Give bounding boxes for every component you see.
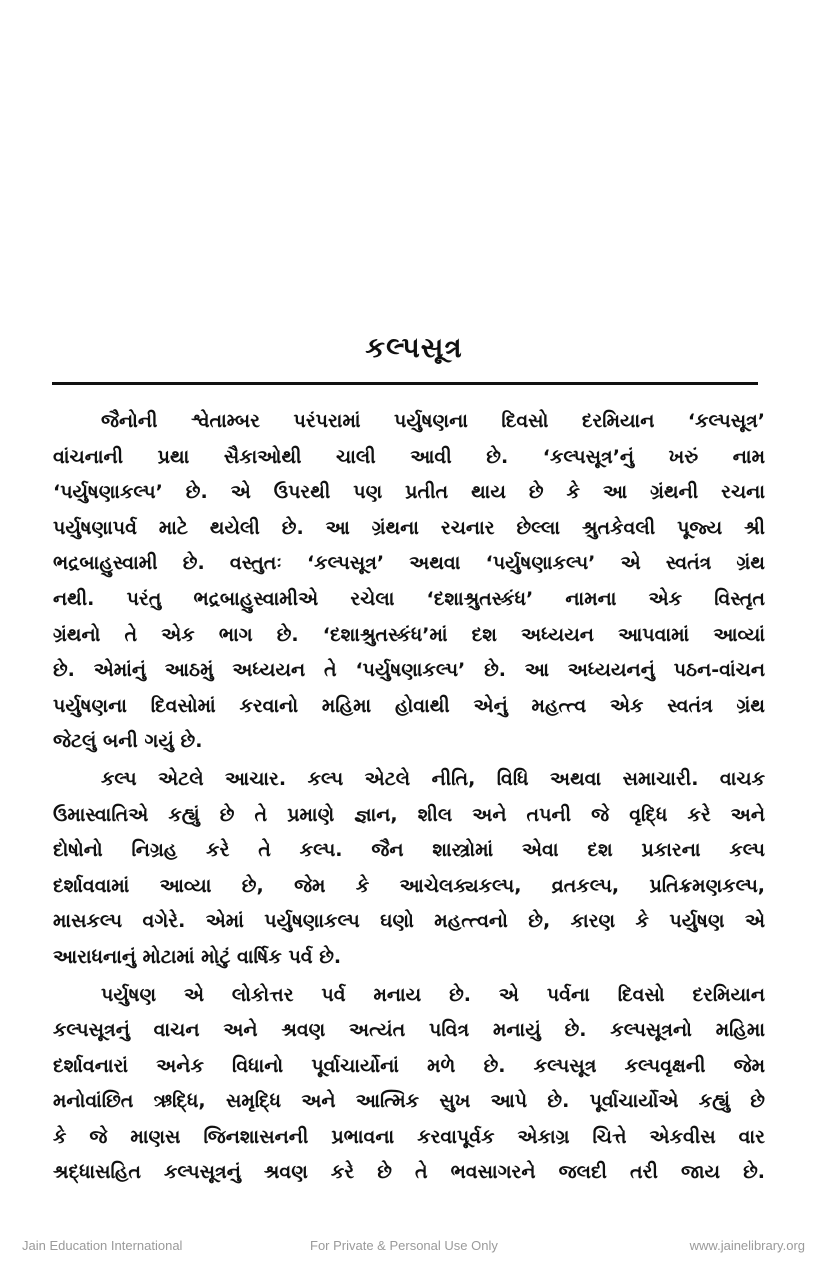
text-line: જૈનોની શ્વેતામ્બર પરંપરામાં પર્યુષણના દિવસો દરમિયાન ‘કલ્પસૂત્ર’ bbox=[101, 410, 765, 432]
text-line: મનોવાંછિત ઋદ્ધિ, સમૃદ્ધિ અને આત્મિક સુખ આપે છે. પૂર્વાચાર્યોએ કહ્યું છે bbox=[53, 1090, 765, 1113]
page-title: કલ્પસૂત્ર bbox=[365, 331, 463, 364]
footer-publisher: Jain Education International bbox=[22, 1238, 183, 1253]
paragraph-1 bbox=[53, 404, 765, 760]
text-line: પર્યુષણ એ લોકોત્તર પર્વ મનાય છે. એ પર્વના દિવસો દરમિયાન bbox=[101, 983, 765, 1006]
text-line: દર્શાવવામાં આવ્યા છે, જેમ કે આચેલક્યકલ્પ, વ્રતકલ્પ, પ્રતિક્રમણકલ્પ, bbox=[53, 874, 765, 897]
text-line: શ્રદ્ધાસહિત કલ્પસૂત્રનું શ્રવણ કરે છે તે ભવસાગરને જલદી તરી જાય છે. bbox=[53, 1161, 765, 1184]
text-line: ઉમાસ્વાતિએ કહ્યું છે તે પ્રમાણે જ્ઞાન, શીલ અને તપની જે વૃદ્ધિ કરે અને bbox=[53, 803, 765, 826]
text-line: માસકલ્પ વગેરે. એમાં પર્યુષણાકલ્પ ઘણો મહત્ત્વનો છે, કારણ કે પર્યુષણ એ bbox=[53, 910, 765, 933]
paragraph-3 bbox=[53, 978, 765, 1192]
footer-usage-notice: For Private & Personal Use Only bbox=[310, 1238, 498, 1253]
text-line: કલ્પસૂત્રનું વાચન અને શ્રવણ અત્યંત પવિત્ર મનાયું છે. કલ્પસૂત્રનો મહિમા bbox=[53, 1019, 765, 1042]
text-line: જેટલું બની ગયું છે. bbox=[53, 730, 203, 753]
text-line: નથી. પરંતુ ભદ્રબાહુસ્વામીએ રચેલા ‘દશાશ્રુતસ્કંધ’ નામના એક વિસ્તૃત bbox=[53, 587, 765, 610]
footer-website-link[interactable]: www.jainelibrary.org bbox=[689, 1238, 805, 1253]
paragraph-2 bbox=[53, 762, 765, 976]
text-line: પર્યુષણના દિવસોમાં કરવાનો મહિમા હોવાથી એનું મહત્ત્વ એક સ્વતંત્ર ગ્રંથ bbox=[53, 694, 765, 717]
text-line: આરાધનાનું મોટામાં મોટું વાર્ષિક પર્વ છે. bbox=[53, 945, 342, 968]
text-line: ભદ્રબાહુસ્વામી છે. વસ્તુતઃ ‘કલ્પસૂત્ર’ અથવા ‘પર્યુષણાકલ્પ’ એ સ્વતંત્ર ગ્રંથ bbox=[53, 552, 765, 575]
page-footer bbox=[0, 1238, 828, 1260]
text-line: કે જે માણસ જિનશાસનની પ્રભાવના કરવાપૂર્વક એકાગ્ર ચિત્તે એકવીસ વાર bbox=[53, 1125, 765, 1148]
text-line: કલ્પ એટલે આચાર. કલ્પ એટલે નીતિ, વિધિ અથવા સમાચારી. વાચક bbox=[101, 767, 765, 790]
text-line: દોષોનો નિગ્રહ કરે તે કલ્પ. જૈન શાસ્ત્રોમાં એવા દશ પ્રકારના કલ્પ bbox=[53, 839, 765, 862]
text-line: પર્યુષણાપર્વ માટે થયેલી છે. આ ગ્રંથના રચનાર છેલ્લા શ્રુતકેવલી પૂજ્ય શ્રી bbox=[53, 516, 765, 539]
text-line: ‘પર્યુષણાકલ્પ’ છે. એ ઉપરથી પણ પ્રતીત થાય છે કે આ ગ્રંથની રચના bbox=[53, 481, 765, 504]
text-line: દર્શાવનારાં અનેક વિધાનો પૂર્વાચાર્યોનાં મળે છે. કલ્પસૂત્ર કલ્પવૃક્ષની જેમ bbox=[53, 1054, 765, 1077]
text-line: વાંચનાની પ્રથા સૈકાઓથી ચાલી આવી છે. ‘કલ્પસૂત્ર’નું ખરું નામ bbox=[53, 445, 765, 468]
title-rule-divider bbox=[52, 382, 758, 385]
text-line: ગ્રંથનો તે એક ભાગ છે. ‘દશાશ્રુતસ્કંધ’માં દશ અધ્યયન આપવામાં આવ્યાં bbox=[53, 623, 765, 646]
text-line: છે. એમાંનું આઠમું અધ્યયન તે ‘પર્યુષણાકલ્પ’ છે. આ અધ્યયનનું પઠન-વાંચન bbox=[53, 659, 765, 682]
document-body bbox=[53, 404, 765, 1191]
